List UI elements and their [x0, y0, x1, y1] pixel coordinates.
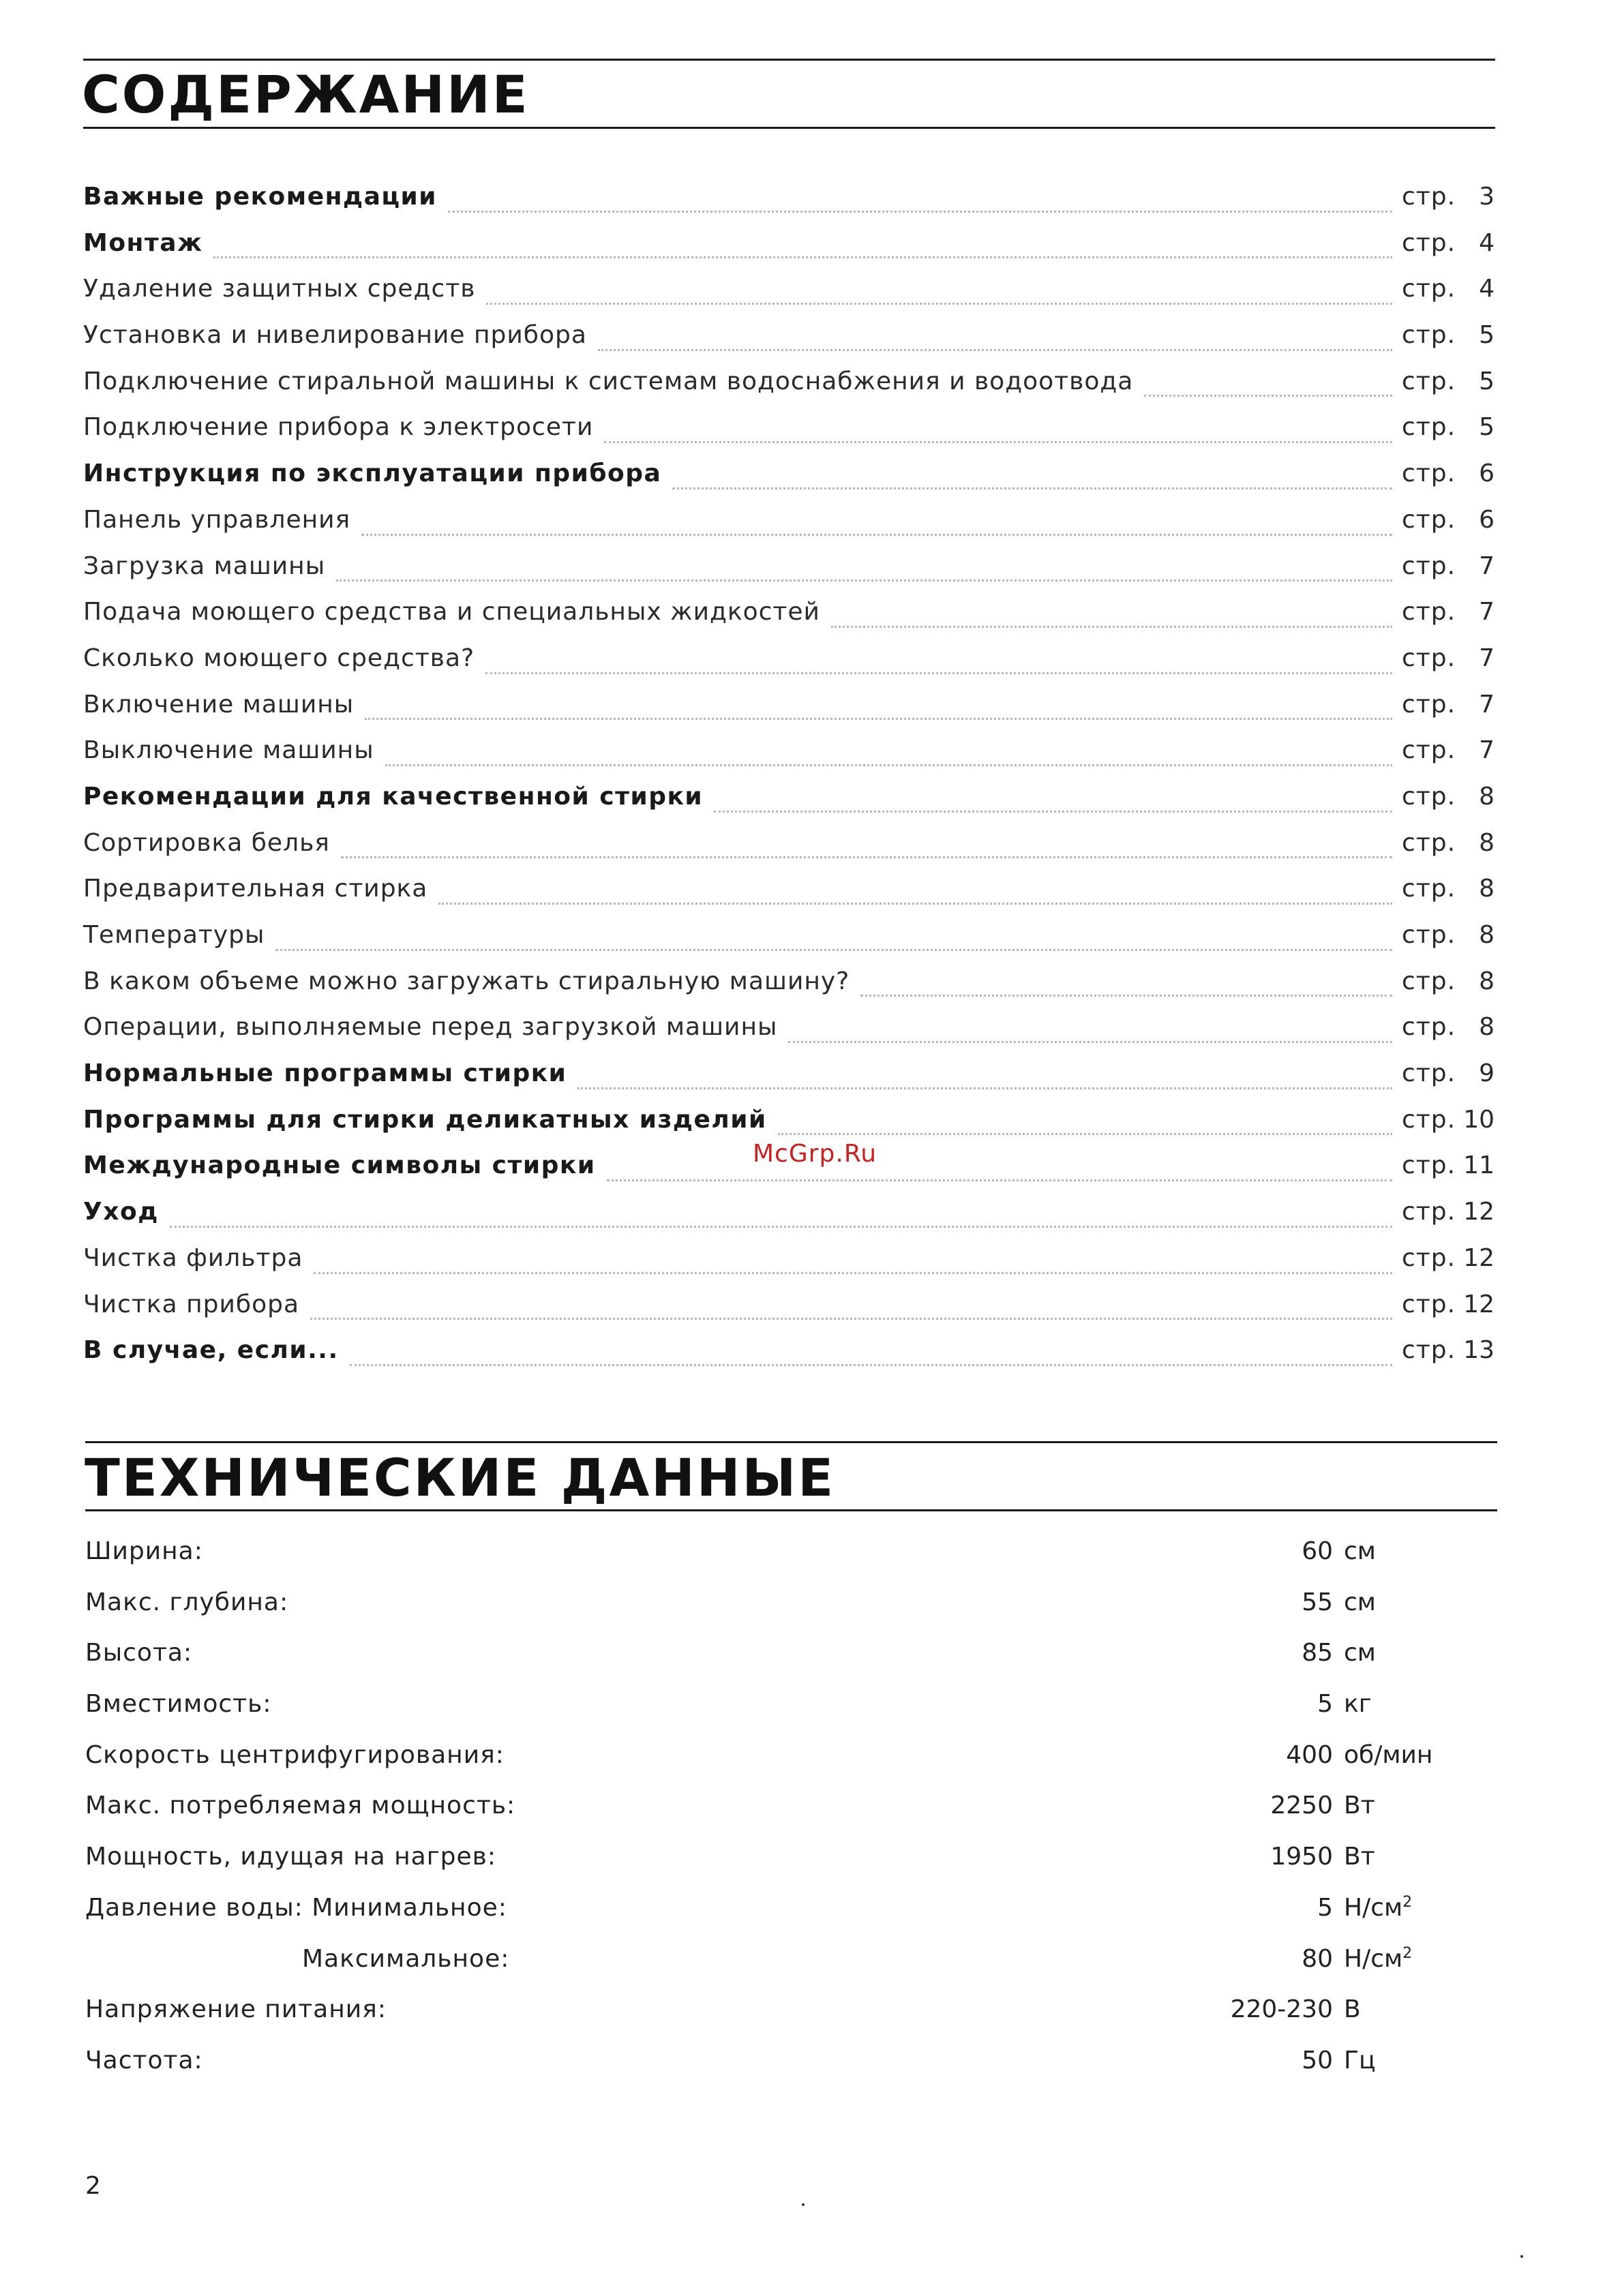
- toc-dot-leader: [361, 533, 1392, 536]
- toc-dot-leader: [365, 717, 1392, 720]
- toc-entry: [83, 1290, 1495, 1337]
- toc-page-prefix: стр.: [1402, 1336, 1456, 1365]
- toc-dot-leader: [350, 1363, 1392, 1366]
- toc-page-ref: [1402, 1106, 1495, 1134]
- spec-unit: [1344, 1537, 1376, 1565]
- toc-entry-label: Монтаж: [83, 228, 203, 257]
- toc-page-prefix: стр.: [1402, 1198, 1456, 1226]
- toc-page-ref: [1402, 921, 1495, 949]
- toc-dot-leader: [438, 902, 1392, 905]
- spec-unit-text: см: [1344, 1537, 1376, 1565]
- toc-page-prefix: стр.: [1402, 828, 1456, 857]
- toc-page-prefix: стр.: [1402, 505, 1456, 534]
- toc-page-number: 12: [1463, 1290, 1495, 1318]
- toc-page-ref: [1402, 459, 1495, 487]
- toc-dot-leader: [1144, 394, 1392, 397]
- toc-page-prefix: стр.: [1402, 1151, 1456, 1180]
- toc-entry: [83, 1336, 1495, 1383]
- toc-entry-label: Подача моющего средства и специальных жидкостей: [83, 598, 820, 626]
- toc-entry-label: Подключение стиральной машины к системам водоснабжения и водоотвода: [83, 367, 1134, 395]
- specs-list: [85, 1537, 1433, 2098]
- toc-entry: [83, 506, 1495, 552]
- spec-unit-text: Вт: [1344, 1843, 1375, 1871]
- toc-page-prefix: стр.: [1402, 1013, 1456, 1042]
- toc-page-ref: [1402, 183, 1495, 211]
- toc-page-number: 13: [1463, 1336, 1495, 1365]
- toc-page-ref: [1402, 275, 1495, 303]
- toc-page-ref: [1402, 1198, 1495, 1226]
- spec-unit: [1344, 1690, 1372, 1718]
- toc-dot-leader: [213, 256, 1392, 258]
- toc-page-ref: [1402, 229, 1495, 257]
- toc-entry-label: Программы для стирки деликатных изделий: [83, 1105, 767, 1134]
- toc-page-prefix: стр.: [1402, 552, 1456, 580]
- toc-page-number: 9: [1479, 1059, 1495, 1088]
- toc-page-number: 8: [1479, 782, 1495, 811]
- toc-page-ref: [1402, 413, 1495, 441]
- toc-page-number: 3: [1479, 183, 1495, 211]
- toc-entry-label: Сортировка белья: [83, 828, 330, 857]
- toc-page-ref: [1402, 598, 1495, 626]
- spec-value: 5: [1317, 1690, 1333, 1719]
- toc-entry-label: Установка и нивелирование прибора: [83, 321, 587, 350]
- toc-page-number: 6: [1479, 505, 1495, 534]
- toc-entry: [83, 1059, 1495, 1106]
- spec-label: Высота:: [85, 1639, 193, 1667]
- toc-dot-leader: [604, 440, 1392, 443]
- toc-entry: [83, 413, 1495, 459]
- toc-entry-label: Удаление защитных средств: [83, 275, 476, 303]
- spec-value: 80: [1302, 1944, 1333, 1973]
- specs-top-rule: [85, 1441, 1497, 1443]
- spec-value: 2250: [1270, 1792, 1333, 1820]
- spec-row: [85, 1639, 1381, 1690]
- toc-page-number: 7: [1479, 736, 1495, 765]
- toc-dot-leader: [788, 1040, 1392, 1043]
- toc-page-number: 4: [1479, 228, 1495, 257]
- toc-dot-leader: [448, 210, 1392, 213]
- spec-label: Мощность, идущая на нагрев:: [85, 1843, 496, 1871]
- toc-dot-leader: [310, 1317, 1392, 1320]
- spec-label: Частота:: [85, 2046, 203, 2074]
- toc-page-ref: [1402, 875, 1495, 903]
- toc-entry-label: Выключение машины: [83, 736, 374, 765]
- toc-page-ref: [1402, 967, 1495, 995]
- toc-entry-label: Предварительная стирка: [83, 875, 428, 903]
- spec-unit-text: см: [1344, 1639, 1376, 1667]
- toc-page-prefix: стр.: [1402, 1243, 1456, 1272]
- spec-row: [85, 1893, 1413, 1945]
- toc-entry: [83, 1013, 1495, 1059]
- toc-page-number: 8: [1479, 828, 1495, 857]
- toc-page-ref: [1402, 321, 1495, 349]
- spec-row: [85, 1588, 1381, 1640]
- toc-page-number: 12: [1463, 1198, 1495, 1226]
- toc-page-number: 10: [1463, 1105, 1495, 1134]
- toc-top-rule: [83, 59, 1495, 61]
- spec-unit: [1344, 1843, 1375, 1871]
- toc-entry-label: Температуры: [83, 921, 265, 949]
- spec-row: [85, 1792, 1381, 1843]
- toc-page-prefix: стр.: [1402, 228, 1456, 257]
- toc-page-prefix: стр.: [1402, 1105, 1456, 1134]
- spec-unit-text: Н/см: [1344, 1893, 1403, 1922]
- specs-bottom-rule: [85, 1509, 1497, 1511]
- toc-entry-label: Рекомендации для качественной стирки: [83, 782, 704, 811]
- spec-unit: [1344, 1639, 1376, 1667]
- toc-entry-label: Подключение прибора к электросети: [83, 413, 594, 442]
- toc-entry-label: Чистка прибора: [83, 1290, 300, 1318]
- spec-row: [85, 1995, 1381, 2046]
- spec-unit-text: В: [1344, 1995, 1361, 2024]
- spec-label: Напряжение питания:: [85, 1995, 387, 2024]
- toc-page-prefix: стр.: [1402, 644, 1456, 672]
- specs-title: ТЕХНИЧЕСКИЕ ДАННЫЕ: [85, 1447, 836, 1508]
- spec-label: Давление воды: Минимальное:: [85, 1893, 507, 1922]
- toc-page-number: 7: [1479, 644, 1495, 672]
- toc-dot-leader: [170, 1225, 1392, 1228]
- toc-page-number: 8: [1479, 1013, 1495, 1042]
- toc-entry: [83, 229, 1495, 275]
- toc-entry-label: Загрузка машины: [83, 552, 326, 580]
- toc-entry: [83, 783, 1495, 829]
- toc-page-ref: [1402, 1151, 1495, 1179]
- toc-page-number: 5: [1479, 321, 1495, 350]
- toc-dot-leader: [672, 487, 1392, 489]
- toc-page-ref: [1402, 1013, 1495, 1041]
- toc-page-number: 5: [1479, 367, 1495, 395]
- spec-value: 85: [1302, 1639, 1333, 1667]
- spec-label: Макс. потребляемая мощность:: [85, 1792, 516, 1820]
- toc-page-prefix: стр.: [1402, 459, 1456, 488]
- toc-entry-label: В случае, если...: [83, 1336, 339, 1365]
- toc-dot-leader: [486, 302, 1392, 305]
- toc-entry: [83, 598, 1495, 644]
- toc-dot-leader: [607, 1179, 1392, 1181]
- toc-entry: [83, 275, 1495, 321]
- spec-label: Макс. глубина:: [85, 1588, 289, 1616]
- scan-speck: [1520, 2255, 1523, 2258]
- toc-page-prefix: стр.: [1402, 367, 1456, 395]
- spec-value: 220-230: [1230, 1995, 1333, 2024]
- toc-page-number: 6: [1479, 459, 1495, 488]
- toc-page-ref: [1402, 783, 1495, 811]
- toc-entry: [83, 367, 1495, 414]
- toc-page-prefix: стр.: [1402, 782, 1456, 811]
- toc-dot-leader: [385, 764, 1392, 766]
- toc-page-ref: [1402, 1290, 1495, 1318]
- toc-page-ref: [1402, 552, 1495, 580]
- toc-page-number: 12: [1463, 1243, 1495, 1272]
- spec-label: Скорость центрифугирования:: [85, 1740, 505, 1769]
- toc-page-number: 8: [1479, 875, 1495, 903]
- toc-entry: [83, 183, 1495, 229]
- toc-page-ref: [1402, 1059, 1495, 1087]
- toc-entry: [83, 875, 1495, 921]
- toc-page-ref: [1402, 506, 1495, 534]
- toc-page-ref: [1402, 1336, 1495, 1364]
- toc-title: СОДЕРЖАНИЕ: [82, 64, 530, 125]
- toc-dot-leader: [577, 1087, 1392, 1089]
- toc-page-number: 8: [1479, 921, 1495, 949]
- spec-row: [85, 1944, 1413, 1996]
- toc-page-number: 8: [1479, 967, 1495, 995]
- spec-row: [85, 2046, 1381, 2098]
- toc-entry-label: Чистка фильтра: [83, 1243, 303, 1272]
- toc-page-prefix: стр.: [1402, 275, 1456, 303]
- spec-unit-text: Н/см: [1344, 1944, 1403, 1973]
- spec-unit: [1344, 1894, 1412, 1922]
- spec-value: 5: [1317, 1893, 1333, 1922]
- spec-unit-text: Гц: [1344, 2046, 1376, 2074]
- toc-page-number: 11: [1463, 1151, 1495, 1180]
- spec-row: [85, 1690, 1381, 1741]
- toc-page-number: 5: [1479, 413, 1495, 442]
- spec-unit-text: об/мин: [1344, 1740, 1433, 1769]
- toc-entry: [83, 1244, 1495, 1290]
- toc-page-prefix: стр.: [1402, 967, 1456, 995]
- spec-unit-superscript: 2: [1402, 1944, 1413, 1962]
- toc-entry: [83, 552, 1495, 599]
- spec-value: 60: [1302, 1537, 1333, 1565]
- toc-entry-label: Включение машины: [83, 690, 355, 719]
- toc-entry: [83, 1198, 1495, 1244]
- toc-dot-leader: [778, 1132, 1392, 1135]
- toc-entry: [83, 921, 1495, 967]
- toc-dot-leader: [860, 994, 1392, 997]
- toc-entry-label: Международные символы стирки: [83, 1151, 596, 1180]
- toc-entry: [83, 967, 1495, 1014]
- toc-page-prefix: стр.: [1402, 690, 1456, 719]
- toc-page-prefix: стр.: [1402, 1059, 1456, 1088]
- toc-page-prefix: стр.: [1402, 1290, 1456, 1318]
- toc-entry-label: Сколько моющего средства?: [83, 644, 475, 672]
- toc-page-ref: [1402, 691, 1495, 719]
- toc-page-prefix: стр.: [1402, 875, 1456, 903]
- toc-entry: [83, 459, 1495, 506]
- toc-page-number: 7: [1479, 690, 1495, 719]
- toc-entry: [83, 736, 1495, 783]
- watermark-text: McGrp.Ru: [753, 1140, 877, 1168]
- toc-page-prefix: стр.: [1402, 598, 1456, 626]
- toc-entry: [83, 644, 1495, 691]
- spec-unit: [1344, 1995, 1361, 2023]
- toc-dot-leader: [485, 671, 1392, 674]
- spec-unit-text: см: [1344, 1588, 1376, 1616]
- toc-entry-label: Панель управления: [83, 505, 351, 534]
- toc-page-prefix: стр.: [1402, 921, 1456, 949]
- page-number: 2: [85, 2172, 101, 2200]
- toc-page-number: 4: [1479, 275, 1495, 303]
- toc-dot-leader: [341, 856, 1392, 858]
- toc-page-ref: [1402, 644, 1495, 672]
- toc-entry-label: Операции, выполняемые перед загрузкой машины: [83, 1013, 778, 1042]
- toc-entry: [83, 829, 1495, 875]
- spec-value: 400: [1286, 1740, 1333, 1769]
- spec-row: [85, 1537, 1381, 1588]
- spec-unit-text: Вт: [1344, 1792, 1375, 1820]
- spec-unit: [1344, 2046, 1375, 2074]
- toc-entry: [83, 321, 1495, 367]
- spec-unit: [1344, 1792, 1375, 1819]
- spec-label: Максимальное:: [302, 1944, 510, 1973]
- spec-unit-superscript: 2: [1402, 1893, 1413, 1911]
- toc-entry-label: Важные рекомендации: [83, 183, 437, 211]
- toc-dot-leader: [714, 810, 1392, 813]
- spec-unit: [1344, 1588, 1376, 1616]
- toc-entry: [83, 691, 1495, 737]
- spec-value: 1950: [1270, 1843, 1333, 1871]
- toc-page-ref: [1402, 1244, 1495, 1272]
- toc-page-number: 7: [1479, 598, 1495, 626]
- toc-page-ref: [1402, 829, 1495, 857]
- spec-label: Ширина:: [85, 1537, 203, 1565]
- toc-dot-leader: [598, 348, 1392, 351]
- toc-page-number: 7: [1479, 552, 1495, 580]
- spec-unit: [1344, 1945, 1412, 1973]
- scan-speck: [802, 2203, 805, 2206]
- toc-list: [83, 183, 1495, 1383]
- spec-value: 55: [1302, 1588, 1333, 1616]
- spec-value: 50: [1302, 2046, 1333, 2074]
- spec-row: [85, 1740, 1433, 1792]
- toc-dot-leader: [336, 579, 1392, 581]
- toc-entry-label: Уход: [83, 1198, 159, 1226]
- toc-entry-label: В каком объеме можно загружать стиральную машину?: [83, 967, 850, 995]
- toc-page-prefix: стр.: [1402, 183, 1456, 211]
- toc-page-prefix: стр.: [1402, 321, 1456, 350]
- toc-entry-label: Инструкция по эксплуатации прибора: [83, 459, 662, 488]
- spec-unit: [1344, 1741, 1432, 1769]
- toc-entry-label: Нормальные программы стирки: [83, 1059, 567, 1088]
- toc-page-prefix: стр.: [1402, 413, 1456, 442]
- spec-label: Вместимость:: [85, 1690, 272, 1719]
- spec-unit-text: кг: [1344, 1690, 1372, 1719]
- toc-page-prefix: стр.: [1402, 736, 1456, 765]
- toc-dot-leader: [314, 1271, 1392, 1274]
- toc-page-ref: [1402, 736, 1495, 764]
- toc-dot-leader: [275, 948, 1392, 951]
- toc-bottom-rule: [83, 127, 1495, 129]
- toc-page-ref: [1402, 367, 1495, 395]
- toc-dot-leader: [831, 625, 1392, 628]
- spec-row: [85, 1843, 1381, 1894]
